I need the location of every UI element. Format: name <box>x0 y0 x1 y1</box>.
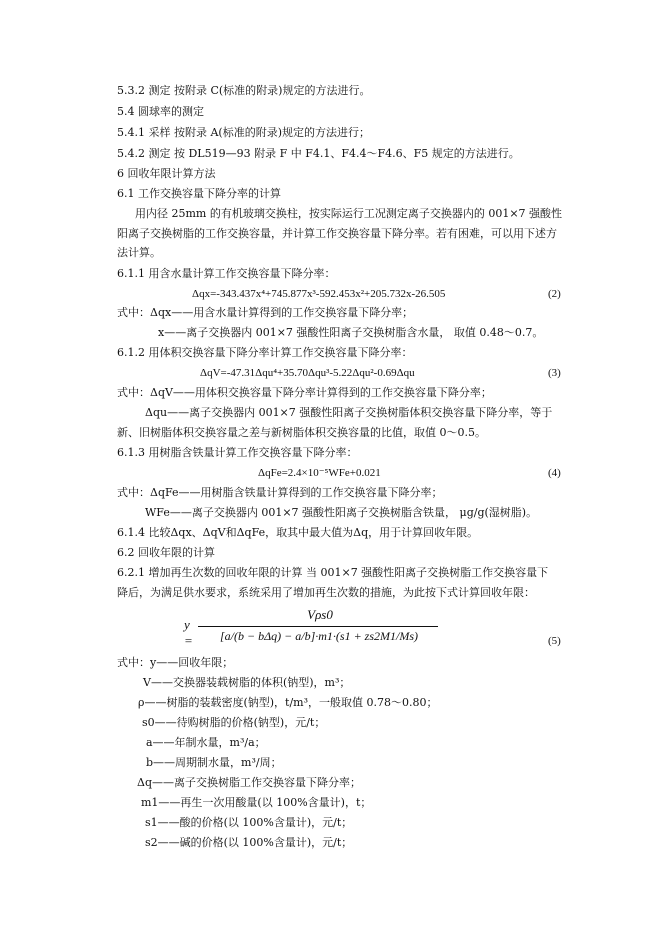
text-line: 式中：ΔqFe——用树脂含铁量计算得到的工作交换容量下降分率； <box>117 486 443 499</box>
text-line: 6.1.3 用树脂含铁量计算工作交换容量下降分率： <box>117 446 358 459</box>
equation-number: (4) <box>548 467 561 479</box>
text-line: s1——酸的价格(以 100%含量计)，元/t； <box>145 816 353 829</box>
equation-denominator: [a/(b − bΔq) − a/b]·m1·(s1 + zs2M1/Ms) <box>220 629 418 643</box>
text-line: 6.1.2 用体积交换容量下降分率计算工作交换容量下降分率： <box>117 346 413 359</box>
text-line: WFe——离子交换器内 001×7 强酸性阳离子交换树脂含铁量， μg/g(湿树脂)。 <box>145 506 538 519</box>
equation-number: (2) <box>548 288 561 300</box>
text-line: 5.3.2 测定 按附录 C(标准的附录)规定的方法进行。 <box>117 84 371 97</box>
section-heading: 6.2 回收年限的计算 <box>117 546 215 559</box>
text-line: V——交换器装载树脂的体积(钠型)，m³； <box>143 676 351 689</box>
text-line: 6.1.4 比较Δqx、ΔqV和ΔqFe，取其中最大值为Δq，用于计算回收年限。 <box>117 526 479 539</box>
text-line: 阳离子交换树脂的工作交换容量，并计算工作交换容量下降分率。若有困难，可以用下述方 <box>117 227 557 240</box>
equation-number: (5) <box>548 635 561 647</box>
text-line: a——年制水量，m³/a； <box>146 736 266 749</box>
text-line: 新、旧树脂体积交换容量之差与新树脂体积交换容量的比值，取值 0～0.5。 <box>117 426 486 439</box>
text-line: ρ——树脂的装载密度(钠型)，t/m³，一般取值 0.78～0.80； <box>138 696 438 709</box>
text-line: Δq——离子交换树脂工作交换容量下降分率； <box>137 776 361 789</box>
text-line: 6.1.1 用含水量计算工作交换容量下降分率： <box>117 267 336 280</box>
text-line: x——离子交换器内 001×7 强酸性阳离子交换树脂含水量， 取值 0.48～0.7。 <box>158 326 544 339</box>
text-line: s2——碱的价格(以 100%含量计)，元/t； <box>145 836 353 849</box>
text-line: s0——待购树脂的价格(钠型)，元/t； <box>142 716 326 729</box>
section-heading: 6.1 工作交换容量下降分率的计算 <box>117 187 281 200</box>
equation-number: (3) <box>548 367 561 379</box>
fraction-bar <box>198 626 438 627</box>
text-line: 5.4.2 测定 按 DL519—93 附录 F 中 F4.1、F4.4～F4.6、F5 规定的方法进行。 <box>117 147 520 160</box>
equation-2: Δqx=-343.437x⁴+745.877x³-592.453x²+205.732x-26.505 <box>192 288 446 300</box>
equation-numerator: Vρs0 <box>307 607 333 622</box>
text-line: 5.4.1 采样 按附录 A(标准的附录)规定的方法进行； <box>117 126 371 139</box>
text-line: m1——再生一次用酸量(以 100%含量计)，t； <box>141 796 372 809</box>
section-heading: 5.4 圆球率的测定 <box>117 105 204 118</box>
text-line: Δqu——离子交换器内 001×7 强酸性阳离子交换树脂体积交换容量下降分率，等于 <box>145 406 553 419</box>
equation-lhs: y = <box>184 617 193 648</box>
text-line: 6.2.1 增加再生次数的回收年限的计算 当 001×7 强酸性阳离子交换树脂工作交换容量下 <box>117 566 549 579</box>
text-line: 式中：Δqx——用含水量计算得到的工作交换容量下降分率； <box>117 306 414 319</box>
text-line: 用内径 25mm 的有机玻璃交换柱，按实际运行工况测定离子交换器内的 001×7 强酸性 <box>135 207 563 220</box>
text-line: b——周期制水量，m³/周； <box>146 756 282 769</box>
equation-3: ΔqV=-47.31Δqu⁴+35.70Δqu³-5.22Δqu²-0.69Δqu <box>200 367 415 379</box>
text-line: 法计算。 <box>117 246 161 259</box>
text-line: 降后，为满足供水要求，系统采用了增加再生次数的措施，为此按下式计算回收年限： <box>117 586 535 599</box>
section-heading: 6 回收年限计算方法 <box>117 167 216 180</box>
text-line: 式中：ΔqV——用体积交换容量下降分率计算得到的工作交换容量下降分率； <box>117 386 492 399</box>
equation-4: ΔqFe=2.4×10⁻⁵WFe+0.021 <box>258 467 381 479</box>
text-line: 式中：y——回收年限； <box>117 656 234 669</box>
